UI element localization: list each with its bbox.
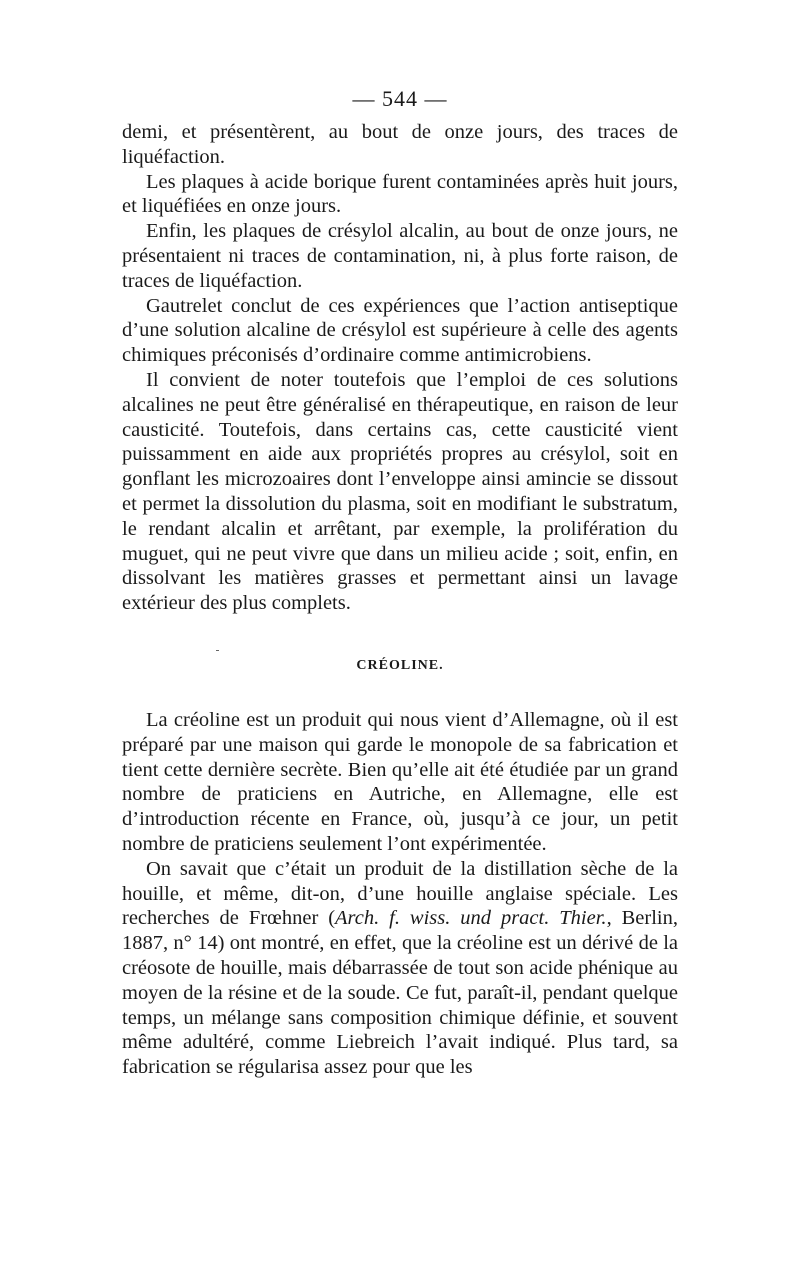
paragraph-creoline-origin: La créoline est un produit qui nous vient d’Allemagne, où il est préparé par une maison qui garde le monopole de sa fabrication et tient cette dernière secrète. Bien qu’elle ait été étudiée par un grand nombre de praticiens en Autriche, en Allemagne, elle est d’introduction récente en France, où, jusqu’à ce jour, un petit nombre de praticiens seulement l’ont expérimentée.	[122, 708, 678, 855]
composition-text-after: , Berlin, 1887, n° 14) ont montré, en effet, que la créoline est un dérivé de la créosote de houille, mais débarrassée de tout son acide phénique au moyen de la résine et de la soude. Ce fut, paraît-il, pendant quelque temps, un mélange sans composition chimique définie, et souvent même adultéré, comme Liebreich l’avait indiqué. Plus tard, sa fabrication se régularisa assez pour que les	[122, 907, 678, 1079]
paragraph-gautrelet-conclusion: Gautrelet conclut de ces expériences que l’action antiseptique d’une solution alcaline de crésylol est supérieure à celle des agents chimiques préconisés d’ordinaire comme antimicrobiens.	[122, 294, 678, 367]
journal-reference: Arch. f. wiss. und pract. Thier.	[335, 907, 607, 930]
paragraph-boric-acid: Les plaques à acide borique furent contaminées après huit jours, et liquéfiées en onze jours.	[122, 170, 678, 218]
paragraph-continuation: demi, et présentèrent, au bout de onze jours, des traces de liquéfaction.	[122, 121, 678, 168]
paragraph-creoline-composition	[122, 857, 678, 1080]
print-speck	[216, 650, 219, 651]
paragraph-causticity: Il convient de noter toutefois que l’emploi de ces solutions alcalines ne peut être généralisé en thérapeutique, en raison de leur causticité. Toutefois, dans certains cas, cette causticité vient puissamment en aide aux propriétés propres au crésylol, soit en gonflant les microzoaires dont l’enveloppe ainsi amincie se dissout et permet la dissolution du plasma, soit en modifiant le substratum, le rendant alcalin et arrêtant, par exemple, la prolifération du muguet, qui ne peut vivre que dans un milieu acide ; soit, enfin, en dissolvant les matières grasses et permettant ainsi un lavage extérieur des plus complets.	[122, 368, 678, 615]
composition-text-before: On savait que c’était un produit de la distillation sèche de la houille, et même, dit-on, d’une houille anglaise spéciale. Les recherches de Frœhner (	[122, 857, 678, 930]
book-page	[122, 84, 678, 1080]
paragraph-cresylol-plates: Enfin, les plaques de crésylol alcalin, au bout de onze jours, ne présentaient ni traces de contamination, ni, à plus forte raison, de traces de liquéfaction.	[122, 220, 678, 292]
section-title-creoline: CRÉOLINE.	[356, 657, 444, 673]
page-number: — 544 —	[352, 86, 448, 111]
